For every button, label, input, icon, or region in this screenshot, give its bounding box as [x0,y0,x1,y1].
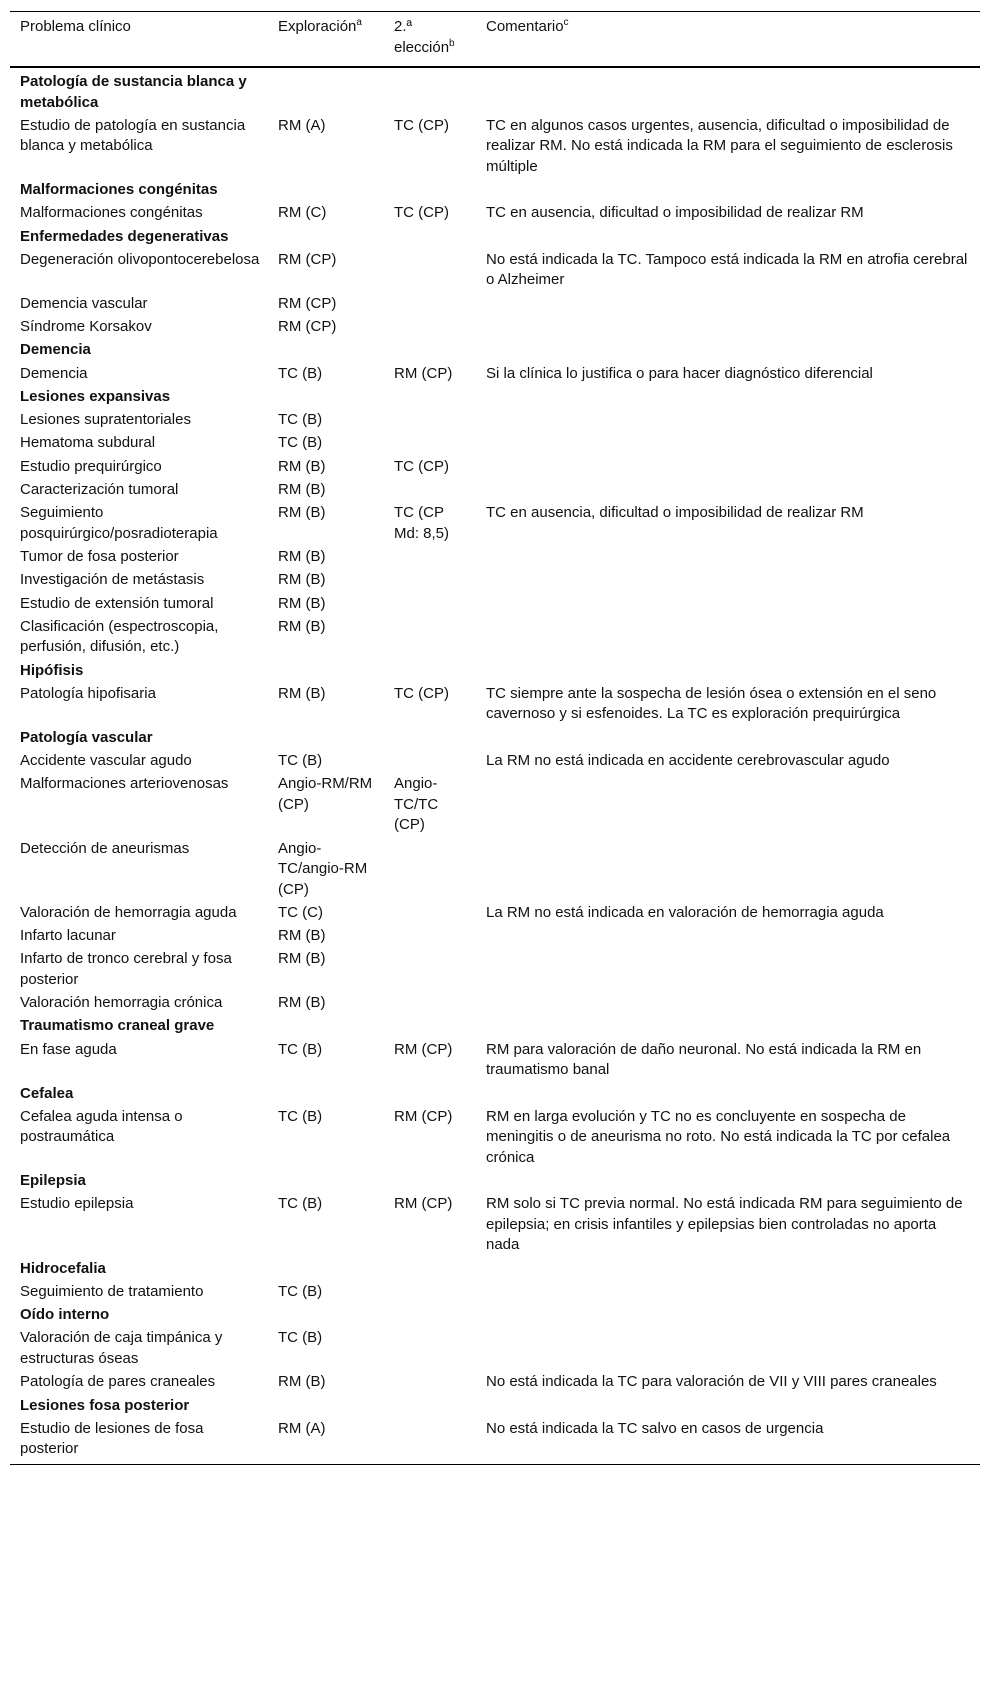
exploration-cell: RM (B) [278,504,326,522]
second-choice-cell [384,1417,476,1464]
second-choice-cell [384,409,476,432]
exploration-cell: TC (B) [278,364,323,382]
comment-cell [476,925,980,948]
section-row [10,1170,980,1193]
second-choice-cell [384,546,476,569]
problem-cell: Caracterización tumoral [20,480,179,498]
exploration-cell: Angio-TC/angio-RM (CP) [278,839,368,898]
section-empty-cell [384,1257,476,1280]
header-problem-label: Problema clínico [20,18,131,35]
table-row [10,901,980,924]
comment-cell [476,1281,980,1304]
section-title: Demencia [20,341,91,359]
comment-cell: La RM no está indicada en accidente cerebrovascular agudo [486,751,890,769]
table-row [10,316,980,339]
exploration-cell: RM (B) [278,617,326,635]
section-empty-cell [384,659,476,682]
exploration-cell: RM (B) [278,457,326,475]
problem-cell: Malformaciones arteriovenosas [20,775,229,793]
section-title: Hidrocefalia [20,1259,106,1277]
second-choice-cell: RM (CP) [394,1195,453,1213]
section-title: Lesiones fosa posterior [20,1396,190,1414]
table-row [10,773,980,837]
problem-cell: Infarto de tronco cerebral y fosa posterior [20,950,232,988]
section-empty-cell [384,67,476,114]
section-empty-cell [268,1082,384,1105]
table-row [10,1371,980,1394]
section-empty-cell [476,659,980,682]
problem-cell: Patología hipofisaria [20,684,156,702]
table-row [10,1038,980,1082]
exploration-cell: RM (CP) [278,317,337,335]
exploration-cell: TC (B) [278,1282,323,1300]
exploration-cell: TC (B) [278,1040,323,1058]
table-header [10,12,980,68]
problem-cell: Demencia [20,364,88,382]
section-empty-cell [476,1170,980,1193]
exploration-cell: TC (B) [278,1107,323,1125]
header-exploration-footnote: a [356,17,362,28]
section-empty-cell [384,1170,476,1193]
second-choice-cell [384,615,476,659]
problem-cell: Seguimiento posquirúrgico/posradioterapia [20,504,218,542]
header-second-choice-footnote: b [449,37,455,49]
exploration-cell: RM (B) [278,950,326,968]
second-choice-cell: RM (CP) [394,364,453,382]
exploration-cell: RM (A) [278,1419,326,1437]
header-comment [476,12,980,68]
second-choice-cell [384,249,476,293]
section-title: Lesiones expansivas [20,387,171,405]
exploration-cell: RM (B) [278,684,326,702]
exploration-cell: TC (B) [278,411,323,429]
section-empty-cell [384,179,476,202]
problem-cell: Cefalea aguda intensa o postraumática [20,1107,183,1146]
section-empty-cell [384,1394,476,1417]
exploration-cell: RM (B) [278,994,326,1012]
comment-cell: TC en algunos casos urgentes, ausencia, dificultad o imposibilidad de realizar RM. No está indicada la RM para el seguimiento de esclerosis múltiple [486,116,953,175]
section-row [10,225,980,248]
second-choice-cell [384,837,476,901]
table-row [10,948,980,992]
problem-cell: Clasificación (espectroscopia, perfusión, difusión, etc.) [20,617,219,656]
second-choice-cell [384,432,476,455]
section-empty-cell [384,225,476,248]
second-choice-cell [384,1327,476,1371]
section-row [10,339,980,362]
comment-cell [476,992,980,1015]
section-row [10,1394,980,1417]
exploration-cell: TC (B) [278,751,323,769]
section-empty-cell [268,659,384,682]
table-row [10,750,980,773]
second-choice-cell [384,948,476,992]
problem-cell: Lesiones supratentoriales [20,411,191,429]
exploration-cell: RM (B) [278,571,326,589]
second-choice-cell [384,1281,476,1304]
second-choice-cell: TC (CP) [394,116,449,134]
section-empty-cell [476,1304,980,1327]
second-choice-cell [384,925,476,948]
problem-cell: Síndrome Korsakov [20,317,152,335]
problem-cell: Seguimiento de tratamiento [20,1282,204,1300]
section-title: Epilepsia [20,1172,86,1190]
table-row [10,546,980,569]
exploration-cell: RM (B) [278,594,326,612]
problem-cell: Demencia vascular [20,294,148,312]
table-row [10,683,980,727]
section-title: Traumatismo craneal grave [20,1017,215,1035]
section-row [10,385,980,408]
second-choice-cell: TC (CP Md: 8,5) [394,504,450,542]
exploration-cell: RM (B) [278,548,326,565]
table-row [10,1417,980,1464]
section-row [10,1257,980,1280]
section-empty-cell [268,726,384,749]
comment-cell [476,316,980,339]
exploration-cell: RM (A) [278,116,326,134]
section-empty-cell [476,726,980,749]
section-empty-cell [476,1015,980,1038]
second-choice-cell: TC (CP) [394,457,449,475]
section-empty-cell [384,1304,476,1327]
problem-cell: Estudio prequirúrgico [20,457,162,475]
problem-cell: Degeneración olivopontocerebelosa [20,250,260,268]
comment-cell [476,546,980,569]
problem-cell: Valoración de caja timpánica y estructuras óseas [20,1329,223,1367]
comment-cell: TC en ausencia, dificultad o imposibilidad de realizar RM [486,504,864,522]
section-empty-cell [476,1082,980,1105]
section-row [10,179,980,202]
second-choice-cell [384,292,476,315]
table-row [10,249,980,293]
comment-cell: Si la clínica lo justifica o para hacer diagnóstico diferencial [486,364,873,382]
section-row [10,1304,980,1327]
header-problem [10,12,268,68]
section-empty-cell [476,179,980,202]
second-choice-cell [384,479,476,502]
table-row [10,569,980,592]
comment-cell: RM solo si TC previa normal. No está indicada RM para seguimiento de epilepsia; en crisis infantiles y epilepsias bien controladas no aporta nada [486,1195,963,1254]
section-empty-cell [476,67,980,114]
table-row [10,992,980,1015]
problem-cell: Estudio de patología en sustancia blanca y metabólica [20,116,246,155]
table-row [10,502,980,546]
exploration-cell: TC (B) [278,1195,323,1213]
section-empty-cell [268,339,384,362]
second-choice-cell: TC (CP) [394,684,449,702]
section-empty-cell [268,179,384,202]
header-second-choice [384,12,476,68]
section-empty-cell [384,1082,476,1105]
comment-cell: La RM no está indicada en valoración de hemorragia aguda [486,903,884,921]
second-choice-cell: Angio-TC/TC (CP) [394,775,439,834]
problem-cell: Investigación de metástasis [20,571,205,589]
problem-cell: Detección de aneurismas [20,839,190,857]
second-choice-cell: RM (CP) [394,1107,453,1125]
exploration-cell: TC (B) [278,434,323,452]
table-row [10,202,980,225]
section-title: Enfermedades degenerativas [20,227,229,245]
section-title: Oído interno [20,1306,110,1324]
problem-cell: Estudio de extensión tumoral [20,594,214,612]
table-row [10,1105,980,1169]
problem-cell: Accidente vascular agudo [20,751,192,769]
table-row [10,1327,980,1371]
comment-cell [476,837,980,901]
header-comment-label: Comentario [486,18,564,35]
comment-cell [476,592,980,615]
comment-cell [476,455,980,478]
second-choice-cell [384,750,476,773]
table-row [10,432,980,455]
table-row [10,455,980,478]
table-container [10,11,980,1465]
comment-cell: No está indicada la TC para valoración de VII y VIII pares craneales [486,1373,937,1391]
problem-cell: Valoración hemorragia crónica [20,994,223,1012]
table-row [10,592,980,615]
exploration-cell: RM (C) [278,204,327,222]
section-empty-cell [268,1015,384,1038]
comment-cell: RM en larga evolución y TC no es concluyente en sospecha de meningitis o de aneurisma no roto. No está indicada la TC por cefalea crónica [486,1107,951,1166]
section-row [10,1082,980,1105]
section-empty-cell [476,225,980,248]
table-row [10,114,980,178]
table-row [10,362,980,385]
comment-cell [476,615,980,659]
problem-cell: Valoración de hemorragia aguda [20,903,237,921]
section-empty-cell [268,1304,384,1327]
comment-cell: No está indicada la TC. Tampoco está indicada la RM en atrofia cerebral o Alzheimer [486,250,968,289]
section-row [10,659,980,682]
problem-cell: Tumor de fosa posterior [20,548,179,565]
problem-cell: Estudio de lesiones de fosa posterior [20,1419,204,1458]
comment-cell [476,432,980,455]
table-row [10,479,980,502]
table-row [10,409,980,432]
table-body [10,67,980,1464]
comment-cell: TC en ausencia, dificultad o imposibilidad de realizar RM [486,204,864,222]
second-choice-cell [384,901,476,924]
comment-cell [476,292,980,315]
comment-cell [476,479,980,502]
table-row [10,925,980,948]
table-row [10,837,980,901]
exploration-cell: RM (B) [278,480,326,498]
exploration-cell: TC (C) [278,903,323,921]
second-choice-cell [384,1371,476,1394]
exploration-cell: Angio-RM/RM (CP) [278,775,373,813]
comment-cell [476,569,980,592]
section-empty-cell [476,1394,980,1417]
exploration-cell: RM (B) [278,1373,326,1391]
problem-cell: Patología de pares craneales [20,1373,216,1391]
comment-cell [476,409,980,432]
section-empty-cell [268,385,384,408]
header-comment-footnote: c [563,17,569,28]
problem-cell: Malformaciones congénitas [20,204,203,222]
comment-cell: TC siempre ante la sospecha de lesión ósea o extensión en el seno cavernoso y si esfenoides. La TC es exploración prequirúrgica [486,684,937,723]
section-row [10,1015,980,1038]
second-choice-cell [384,569,476,592]
section-title: Hipófisis [20,661,84,679]
exploration-cell: RM (CP) [278,294,337,312]
second-choice-cell [384,592,476,615]
section-empty-cell [476,339,980,362]
section-title: Patología de sustancia blanca y metabólica [20,73,247,111]
problem-cell: En fase aguda [20,1040,117,1058]
problem-cell: Infarto lacunar [20,927,116,945]
exploration-cell: RM (B) [278,927,326,945]
section-empty-cell [268,67,384,114]
section-empty-cell [384,726,476,749]
header-exploration-label: Exploración [278,18,357,35]
section-empty-cell [384,385,476,408]
header-second-choice-label: 2.ª elección [394,18,450,56]
table-row [10,292,980,315]
second-choice-cell: TC (CP) [394,204,449,222]
header-exploration [268,12,384,68]
second-choice-cell: RM (CP) [394,1040,453,1058]
second-choice-cell [384,992,476,1015]
section-title: Cefalea [20,1084,74,1102]
problem-cell: Estudio epilepsia [20,1195,134,1213]
comment-cell: RM para valoración de daño neuronal. No está indicada la RM en traumatismo banal [486,1040,922,1079]
section-title: Malformaciones congénitas [20,181,218,199]
exploration-cell: RM (CP) [278,250,337,268]
section-empty-cell [384,339,476,362]
section-empty-cell [476,385,980,408]
problem-cell: Hematoma subdural [20,434,156,452]
table-row [10,1281,980,1304]
header-row [10,12,980,68]
section-empty-cell [268,1394,384,1417]
comment-cell [476,948,980,992]
section-empty-cell [476,1257,980,1280]
exploration-cell: TC (B) [278,1329,323,1347]
section-empty-cell [268,225,384,248]
section-row [10,67,980,114]
table-row [10,615,980,659]
comment-cell [476,773,980,837]
section-row [10,726,980,749]
table-row [10,1193,980,1257]
comment-cell: No está indicada la TC salvo en casos de urgencia [486,1419,824,1437]
second-choice-cell [384,316,476,339]
section-empty-cell [384,1015,476,1038]
section-empty-cell [268,1170,384,1193]
comment-cell [476,1327,980,1371]
clinical-imaging-table [10,11,980,1465]
section-title: Patología vascular [20,728,153,746]
section-empty-cell [268,1257,384,1280]
